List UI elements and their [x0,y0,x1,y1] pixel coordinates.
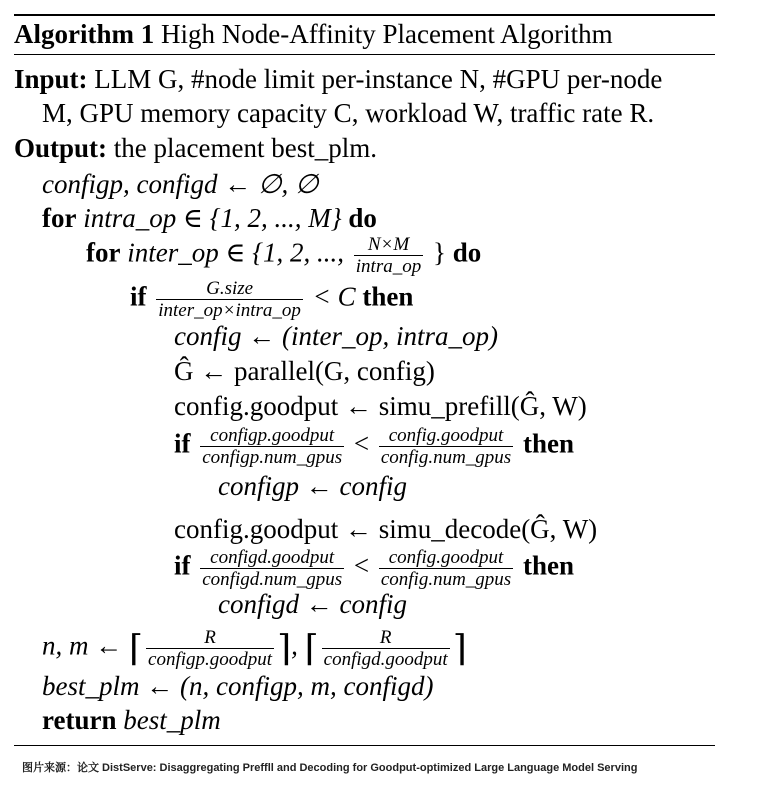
algorithm-label: Algorithm 1 [14,19,155,49]
if-keyword: if [174,428,191,459]
fraction [156,278,303,321]
step-nm-lhs: n, m ← [42,630,123,661]
input-line-2 [42,97,654,129]
ceil-close: ⌉ [452,628,467,669]
step-best-plm-text: best_plm ← (n, configp, m, configd) [42,671,434,701]
step-compute-nm: n, m ← ⌈ $\frac{R}{\text{configp.goodput}}$ ⌉, ⌈ $\frac{R}{\text{configd.goodput}}$ ⌉ [42,627,467,670]
step-assign-decode [218,588,407,620]
top-rule [14,14,715,16]
less-than: < [353,550,370,581]
input-keyword: Input: [14,64,88,94]
step-return [42,704,221,736]
then-keyword: then [522,550,574,581]
title-rule [14,54,715,55]
step-best-plm [42,670,433,702]
step-config-assign [174,320,498,352]
fraction-denominator: inter_op×intra_op [158,300,301,321]
if-keyword: if [130,281,147,312]
fraction-numerator: config.goodput [379,547,513,569]
bottom-rule [14,745,715,746]
step-for-inter [86,234,481,277]
fraction [379,547,513,590]
set-close: } [432,237,446,268]
fraction-denominator: configp.num_gpus [202,447,343,468]
step-init [42,168,319,200]
fraction-numerator: configp.goodput [200,425,344,447]
step-simu-decode [174,513,597,545]
for-intra-expr: intra_op ∈ {1, 2, ..., M} [83,203,342,233]
step-simu-prefill [174,390,587,422]
ceil-open: ⌈ [129,628,144,669]
step-assign-decode-text: configd ← config [218,589,407,619]
step-parallel-text: Ĝ ← parallel(G, config) [174,356,435,386]
fraction-numerator: R [322,627,450,649]
fraction-numerator: N×M [354,234,423,256]
for-keyword: for [42,203,77,233]
step-init-text: configp, configd ← ∅, ∅ [42,169,319,199]
ceil-close: ⌉ [277,628,292,669]
fraction-denominator: config.num_gpus [380,447,512,468]
fraction-denominator: configd.num_gpus [202,569,343,590]
step-if-decode [174,547,574,590]
step-assign-prefill [218,470,407,502]
fraction [146,627,274,670]
do-keyword: do [452,237,482,268]
output-line [14,132,377,164]
input-text-2: M, GPU memory capacity C, workload W, traffic rate R. [42,98,655,128]
fraction [322,627,450,670]
return-keyword: return [42,705,117,735]
step-if-prefill [174,425,574,468]
do-keyword: do [348,203,377,233]
fraction [200,425,344,468]
then-keyword: then [362,281,414,312]
for-keyword: for [86,237,121,268]
if-keyword: if [174,550,191,581]
step-parallel [174,355,435,387]
step-assign-prefill-text: configp ← config [218,471,407,501]
fraction-denominator: configd.goodput [323,649,448,670]
fraction-numerator: R [146,627,274,649]
source-caption: 图片来源：论文 DistServe: Disaggregating Preffll and Decoding for Goodput-optimized Large Language Model Serving [22,762,638,774]
fraction [379,425,513,468]
output-keyword: Output: [14,133,108,163]
less-than: < [353,428,370,459]
step-if-memory [130,278,413,321]
step-for-intra [42,202,377,234]
step-simu-decode-text: config.goodput ← simu_decode(Ĝ, W) [174,514,598,544]
fraction [354,234,423,277]
then-keyword: then [522,428,574,459]
fraction-denominator: config.num_gpus [380,569,512,590]
compare-expr: < C [312,281,356,312]
for-inter-expr: inter_op ∈ {1, 2, ..., [127,237,345,268]
step-config-text: config ← (inter_op, intra_op) [174,321,498,351]
fraction-denominator: configp.goodput [148,649,273,670]
fraction-numerator: config.goodput [379,425,513,447]
fraction-numerator: configd.goodput [200,547,344,569]
input-text-1: LLM G, #node limit per-instance N, #GPU per-node [94,64,663,94]
fraction-denominator: intra_op [355,256,422,277]
algorithm-name: High Node-Affinity Placement Algorithm [160,19,613,49]
output-text: the placement best_plm. [113,133,377,163]
step-simu-prefill-text: config.goodput ← simu_prefill(Ĝ, W) [174,391,587,421]
return-value: best_plm [123,705,221,735]
ceil-open: ⌈ [304,628,319,669]
algorithm-title [14,17,613,51]
fraction-numerator: G.size [156,278,303,300]
fraction [200,547,344,590]
input-line-1 [14,63,662,95]
